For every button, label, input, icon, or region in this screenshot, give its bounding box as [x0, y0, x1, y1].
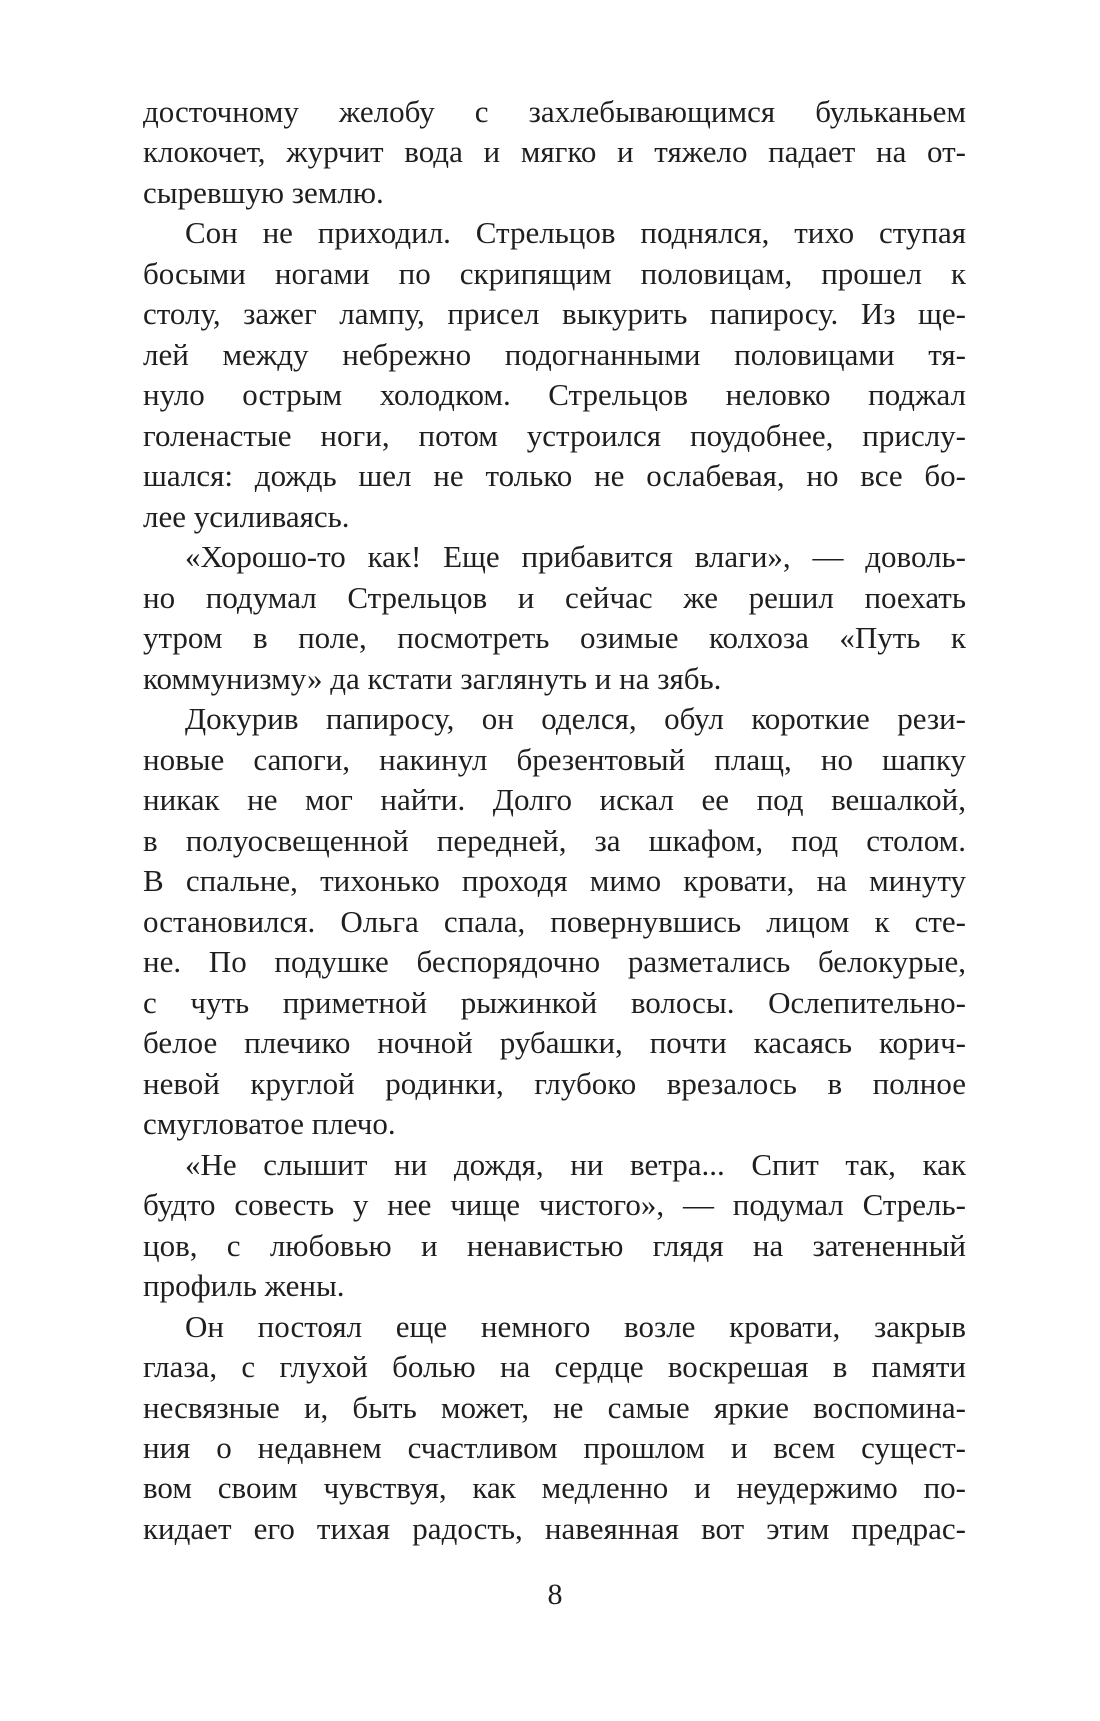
text-line: нуло острым холодком. Стрельцов неловко поджал [143, 377, 966, 413]
text-line: белое плечико ночной рубашки, почти касаясь корич- [143, 1025, 966, 1061]
text-line: но подумал Стрельцов и сейчас же решил поехать [143, 579, 966, 615]
text-line: будто совесть у нее чище чистого», — подумал Стрель- [143, 1187, 966, 1223]
text-line: босыми ногами по скрипящим половицам, прошел к [143, 255, 966, 291]
text-line: невой круглой родинки, глубоко врезалось в полное [143, 1065, 966, 1101]
page-number: 8 [547, 1578, 563, 1611]
text-line: никак не мог найти. Долго искал ее под вешалкой, [143, 782, 966, 818]
text-line: в полуосвещенной передней, за шкафом, под столом. [143, 822, 966, 858]
paragraph-first-line: Докурив папиросу, он оделся, обул короткие рези- [185, 701, 966, 737]
text-line: кидает его тихая радость, навеянная вот этим предрас- [143, 1510, 966, 1546]
text-line: цов, с любовью и ненавистью глядя на затененный [143, 1227, 966, 1263]
text-line: ния о недавнем счастливом прошлом и всем сущест- [143, 1429, 966, 1465]
text-line: голенастые ноги, потом устроился поудобнее, прислу- [143, 417, 966, 453]
paragraph-first-line: «Не слышит ни дождя, ни ветра... Спит так, как [185, 1146, 966, 1182]
text-line: лее усиливаясь. [143, 498, 350, 534]
text-line: новые сапоги, накинул брезентовый плащ, но шапку [143, 741, 966, 777]
text-line: несвязные и, быть может, не самые яркие воспомина- [143, 1389, 966, 1425]
paragraph-first-line: Он постоял еще немного возле кровати, закрыв [185, 1308, 966, 1344]
text-line: утром в поле, посмотреть озимые колхоза «Путь к [143, 620, 966, 656]
text-line: В спальне, тихонько проходя мимо кровати, на минуту [143, 863, 966, 899]
text-line: досточному желобу с захлебывающимся бульканьем [143, 94, 966, 129]
text-line: остановился. Ольга спала, повернувшись лицом к сте- [143, 903, 966, 939]
paragraph-first-line: «Хорошо-то как! Еще прибавится влаги», — доволь- [185, 539, 966, 575]
text-line: сыревшую землю. [143, 174, 384, 210]
text-line: не. По подушке беспорядочно разметались белокурые, [143, 944, 966, 980]
text-line: вом своим чувствуя, как медленно и неудержимо по- [143, 1470, 966, 1506]
text-line: коммунизму» да кстати заглянуть и на зябь. [143, 660, 722, 696]
text-line: клокочет, журчит вода и мягко и тяжело падает на от- [143, 134, 966, 170]
text-line: лей между небрежно подогнанными половицами тя- [143, 336, 966, 372]
text-line: столу, зажег лампу, присел выкурить папиросу. Из ще- [143, 296, 966, 332]
text-line: с чуть приметной рыжинкой волосы. Ослепительно- [143, 984, 966, 1020]
book-page-text [143, 92, 966, 1549]
text-line: смугловатое плечо. [143, 1106, 396, 1142]
text-line: шался: дождь шел не только не ослабевая, но все бо- [143, 458, 966, 494]
text-line: профиль жены. [143, 1268, 345, 1304]
paragraph-first-line: Сон не приходил. Стрельцов поднялся, тихо ступая [185, 215, 966, 251]
text-line: глаза, с глухой болью на сердце воскрешая в памяти [143, 1349, 966, 1385]
